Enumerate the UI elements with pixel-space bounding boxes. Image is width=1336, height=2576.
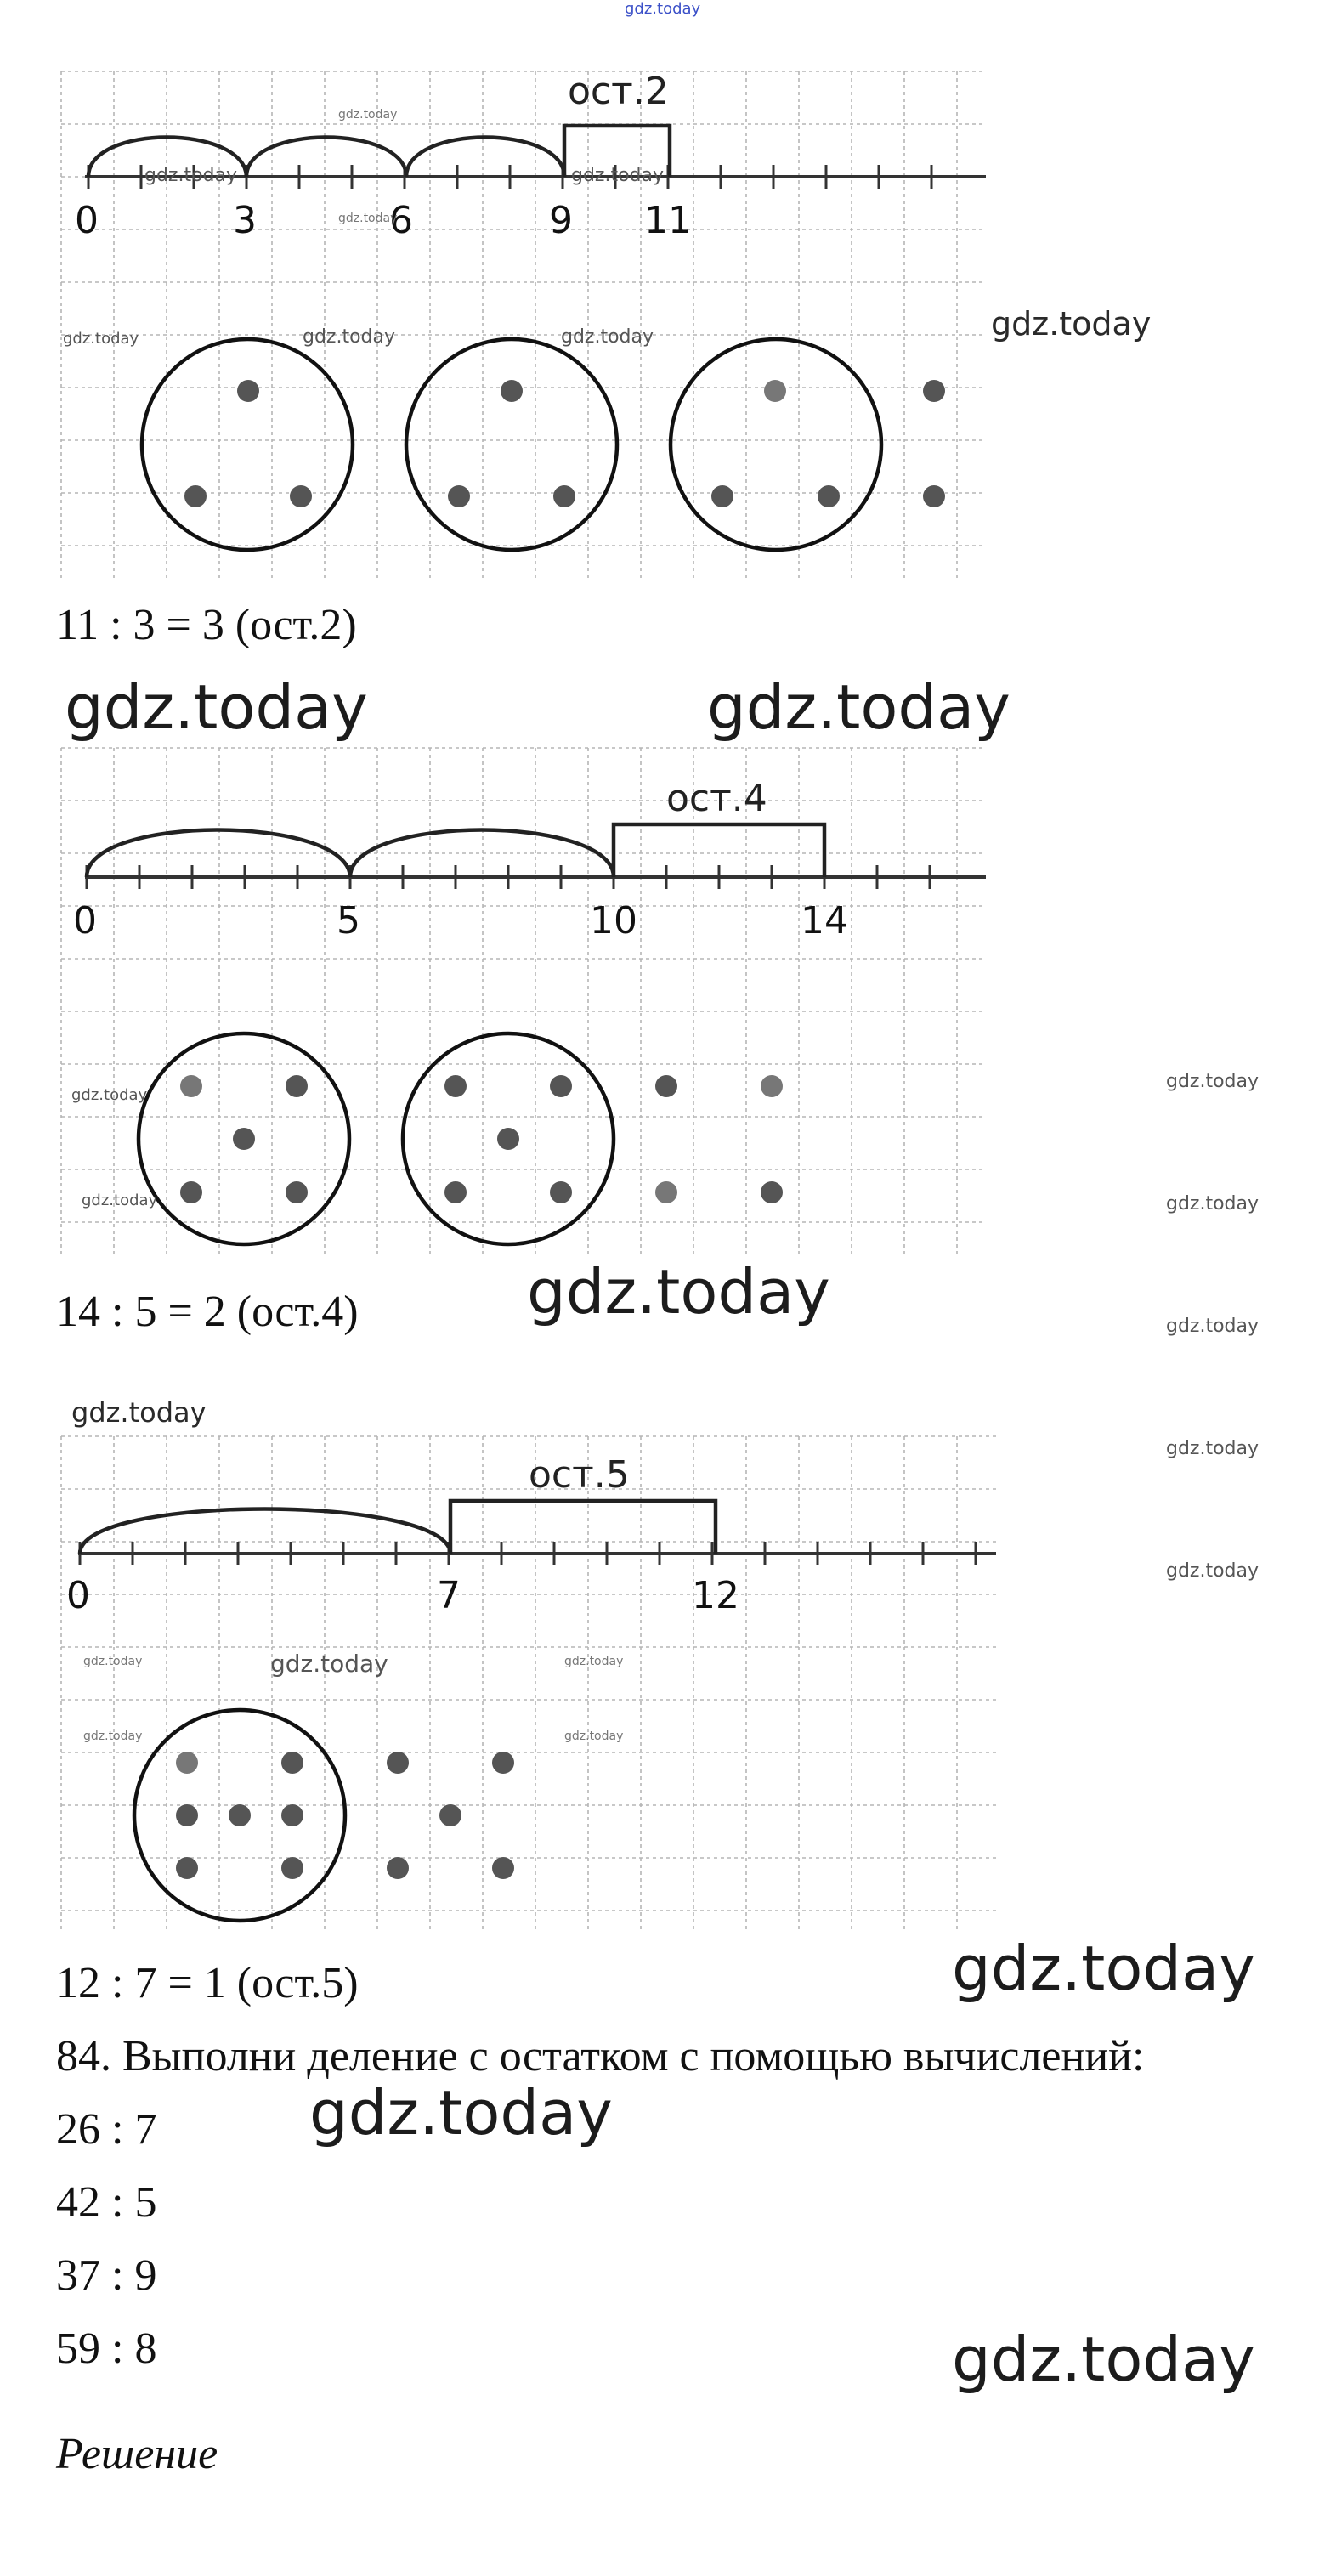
axis-label-0: 0	[66, 1574, 90, 1617]
watermark: gdz.today	[1166, 1316, 1260, 1337]
axis-label-10: 10	[590, 899, 637, 943]
dot	[501, 380, 523, 402]
dot	[176, 1804, 198, 1826]
dots-2	[180, 1075, 783, 1203]
dot	[923, 485, 945, 507]
remainder-label-1: ост.2	[568, 70, 669, 113]
dot	[176, 1752, 198, 1774]
dot	[655, 1075, 677, 1097]
watermark: gdz.today	[1166, 1560, 1260, 1582]
axis-label-14: 14	[801, 899, 848, 943]
watermark: gdz.today	[71, 1396, 207, 1429]
dot	[818, 485, 840, 507]
dot	[229, 1804, 251, 1826]
axis-label-11: 11	[644, 199, 692, 242]
dot	[237, 380, 259, 402]
watermark: gdz.today	[71, 1086, 148, 1104]
watermark: gdz.today	[82, 1192, 158, 1209]
dot	[761, 1181, 783, 1203]
dot	[180, 1075, 202, 1097]
group-circle-1	[142, 339, 353, 550]
axis-label-3: 3	[233, 199, 257, 242]
axis-label-6: 6	[389, 199, 413, 242]
dot	[387, 1752, 409, 1774]
watermark: gdz.today	[1166, 1438, 1260, 1459]
group-circle-2	[406, 339, 617, 550]
watermark: gdz.today	[303, 326, 396, 348]
axis-label-0: 0	[73, 899, 97, 943]
task-item: 26 : 7	[56, 2105, 157, 2154]
dot	[550, 1181, 572, 1203]
task-item: 59 : 8	[56, 2324, 157, 2373]
watermark: gdz.today	[309, 2077, 613, 2149]
watermark: gdz.today	[338, 212, 398, 225]
dot	[290, 485, 312, 507]
dots-1	[184, 380, 945, 507]
dot	[180, 1181, 202, 1203]
equation-1: 11 : 3 = 3 (ост.2)	[56, 601, 357, 649]
dot	[444, 1181, 467, 1203]
watermark: gdz.today	[65, 671, 368, 743]
remainder-label-3: ост.5	[529, 1453, 630, 1497]
figure-3	[0, 1428, 1336, 1955]
watermark: gdz.today	[270, 1650, 388, 1678]
dot	[281, 1857, 303, 1879]
watermark: gdz.today	[83, 1655, 143, 1668]
task-item: 37 : 9	[56, 2251, 157, 2300]
dot	[444, 1075, 467, 1097]
dot	[286, 1181, 308, 1203]
watermark: gdz.today	[338, 108, 398, 122]
watermark: gdz.today	[63, 330, 139, 348]
dot	[387, 1857, 409, 1879]
watermark-top: gdz.today	[625, 0, 701, 18]
remainder-label-2: ост.4	[666, 777, 767, 820]
watermark: gdz.today	[952, 2324, 1255, 2395]
dot	[497, 1128, 519, 1150]
watermark: gdz.today	[707, 671, 1010, 743]
jump-arc-3	[406, 138, 564, 178]
dot	[176, 1857, 198, 1879]
axis-label-0: 0	[75, 199, 99, 242]
dot	[550, 1075, 572, 1097]
watermark: gdz.today	[564, 1655, 624, 1668]
watermark: gdz.today	[83, 1730, 143, 1743]
dot	[439, 1804, 461, 1826]
solution-label: Решение	[56, 2430, 218, 2478]
equation-2: 14 : 5 = 2 (ост.4)	[56, 1288, 359, 1336]
equation-3: 12 : 7 = 1 (ост.5)	[56, 1959, 359, 2007]
watermark: gdz.today	[991, 305, 1152, 343]
dot	[711, 485, 733, 507]
axis-label-7: 7	[437, 1574, 461, 1617]
watermark: gdz.today	[1166, 1071, 1260, 1092]
dot	[764, 380, 786, 402]
group-circle-3	[671, 339, 881, 550]
axis-label-5: 5	[337, 899, 360, 943]
jump-arc-2	[246, 138, 406, 178]
task-heading: 84. Выполни деление с остатком с помощью вычислений:	[56, 2032, 1145, 2081]
task-item: 42 : 5	[56, 2178, 157, 2227]
watermark: gdz.today	[571, 165, 665, 186]
figure-1	[0, 0, 1336, 595]
remainder-bracket-3	[450, 1501, 716, 1554]
dot	[492, 1752, 514, 1774]
watermark: gdz.today	[1166, 1193, 1260, 1214]
watermark: gdz.today	[564, 1730, 624, 1743]
dot	[448, 485, 470, 507]
dot	[923, 380, 945, 402]
watermark: gdz.today	[952, 1933, 1255, 2004]
dot	[761, 1075, 783, 1097]
dot	[184, 485, 207, 507]
dot	[281, 1752, 303, 1774]
dot	[655, 1181, 677, 1203]
watermark: gdz.today	[527, 1256, 830, 1328]
dot	[492, 1857, 514, 1879]
dot	[281, 1804, 303, 1826]
watermark: gdz.today	[144, 165, 238, 186]
axis-label-12: 12	[692, 1574, 739, 1617]
axis-label-9: 9	[549, 199, 573, 242]
dot	[233, 1128, 255, 1150]
dot	[553, 485, 575, 507]
watermark: gdz.today	[561, 326, 654, 348]
figure-2	[0, 739, 1336, 1283]
dot	[286, 1075, 308, 1097]
grid-2	[61, 748, 986, 1258]
